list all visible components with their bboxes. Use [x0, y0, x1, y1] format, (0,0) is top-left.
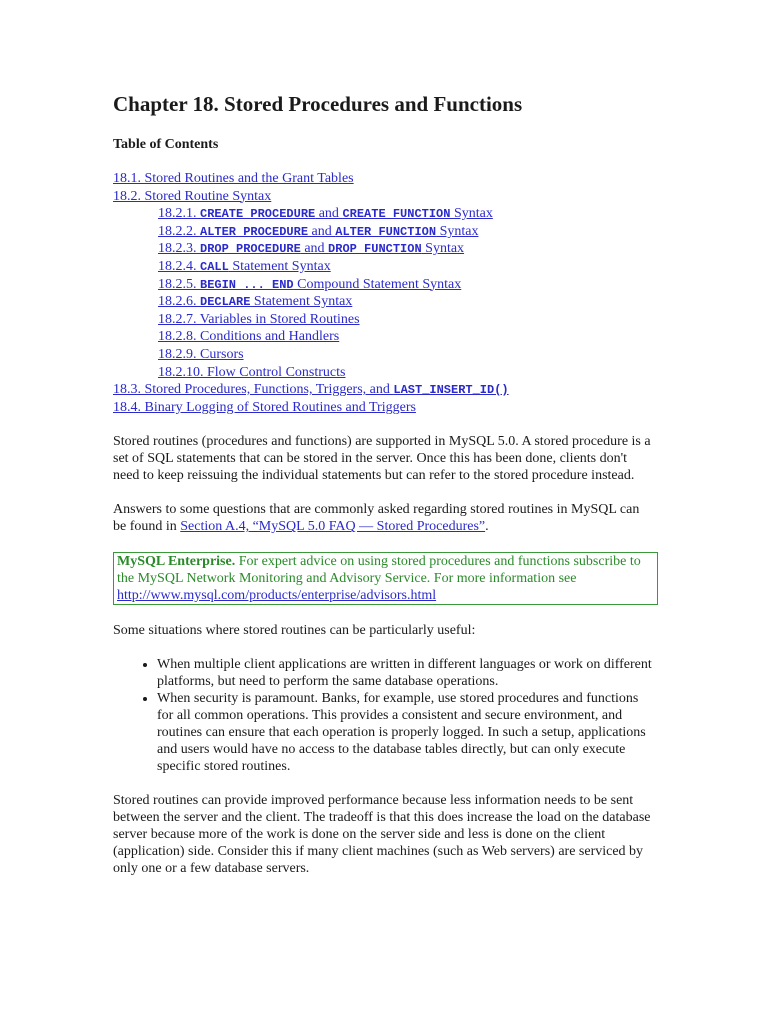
- toc-text: Statement Syntax: [228, 258, 331, 274]
- performance-paragraph: Stored routines can provide improved performance because less information needs to be sent between the server and the client. The tradeoff is that this does increase the load on the database server because more of the work is done on the server side and less is done on the client (application) side. Consider this if many client machines (such as Web servers) are serviced by only one or a few database servers.: [113, 793, 651, 877]
- faq-text: Answers to some questions that are commonly asked regarding stored routines in MySQL can be found in: [113, 502, 640, 535]
- toc-code: DROP PROCEDURE: [200, 242, 301, 257]
- toc-code: CREATE PROCEDURE: [200, 207, 316, 222]
- intro-paragraph: Stored routines (procedures and functions) are supported in MySQL 5.0. A stored procedure is a set of SQL statements that can be stored in the server. Once this has been done, clients don't need to keep reissuing the individual statements but can refer to the stored procedure instead.: [113, 434, 651, 484]
- toc-entry: [113, 258, 656, 276]
- toc-link[interactable]: [158, 277, 461, 292]
- toc-number: 18.2.9.: [158, 346, 197, 362]
- page-title: Chapter 18. Stored Procedures and Functions: [113, 92, 523, 116]
- toc-code: DECLARE: [200, 295, 251, 310]
- list-item: • When security is paramount. Banks, for example, use stored procedures and functions for all common operations. This provides a consistent and secure environment, and routines can ensure that each operation is properly logged. In such a setup, applications and users would have no access to the database tables directly, but can only execute specific stored routines.: [157, 690, 656, 775]
- situations-intro: Some situations where stored routines can be particularly useful:: [113, 623, 476, 639]
- toc-number: 18.2.10.: [158, 364, 204, 380]
- toc-entry: [113, 170, 656, 188]
- toc-number: 18.2.5.: [158, 276, 197, 292]
- toc-text: Compound Statement Syntax: [293, 276, 462, 292]
- toc-entry: [113, 240, 656, 258]
- toc-number: 18.2.2.: [158, 223, 197, 239]
- toc-number: 18.4.: [113, 399, 141, 415]
- toc-entry: [113, 381, 656, 399]
- note-text: For expert advice on using stored procedures and functions subscribe to the MySQL Network Monitoring and Advisory Service. For more information see: [117, 554, 641, 587]
- toc-link[interactable]: [158, 365, 345, 380]
- advisors-link[interactable]: http://www.mysql.com/products/enterprise/advisors.html: [117, 588, 437, 604]
- toc-code: BEGIN ... END: [200, 277, 294, 292]
- toc-text: Cursors: [196, 346, 244, 362]
- toc-code: CALL: [200, 259, 229, 274]
- toc-number: 18.2.: [113, 188, 141, 204]
- toc-text: Conditions and Handlers: [196, 329, 340, 345]
- toc-text: Stored Routine Syntax: [141, 188, 272, 204]
- toc-text: Syntax: [450, 206, 493, 222]
- toc-number: 18.1.: [113, 171, 141, 186]
- toc-text: Syntax: [436, 223, 479, 239]
- toc-link[interactable]: [158, 241, 464, 256]
- toc-link[interactable]: [158, 206, 493, 221]
- toc-link[interactable]: [113, 382, 509, 397]
- toc-number: 18.2.3.: [158, 241, 197, 257]
- toc-entry: [113, 399, 656, 417]
- toc-link[interactable]: [158, 294, 352, 309]
- toc-number: 18.2.4.: [158, 258, 197, 274]
- toc-number: 18.2.7.: [158, 311, 197, 327]
- toc-entry: [113, 311, 656, 329]
- toc-entry: [113, 293, 656, 311]
- toc-entry: [113, 328, 656, 346]
- toc-link[interactable]: [158, 329, 339, 344]
- enterprise-note: [113, 552, 658, 605]
- situations-list: [113, 656, 656, 775]
- toc-text: and: [308, 223, 336, 239]
- toc-code: CREATE FUNCTION: [342, 207, 451, 222]
- faq-link[interactable]: Section A.4, “MySQL 5.0 FAQ — Stored Procedures”: [180, 519, 486, 535]
- toc-text: Syntax: [421, 241, 465, 257]
- toc-link[interactable]: [113, 171, 354, 186]
- toc-entry: [113, 188, 656, 206]
- toc-code: ALTER FUNCTION: [335, 224, 437, 239]
- toc-entry: [113, 364, 656, 382]
- toc-entry: [113, 276, 656, 294]
- toc-text: and: [315, 206, 343, 222]
- faq-paragraph: [113, 501, 656, 535]
- toc-number: 18.2.1.: [158, 206, 197, 222]
- toc-code: DROP FUNCTION: [328, 242, 422, 257]
- note-label: MySQL Enterprise.: [117, 554, 236, 570]
- toc-link[interactable]: [113, 400, 416, 415]
- toc-heading: Table of Contents: [113, 137, 219, 152]
- toc-entry: [113, 223, 656, 241]
- toc-number: 18.2.8.: [158, 329, 197, 345]
- list-item: • When multiple client applications are written in different languages or work on different platforms, but need to perform the same database operations.: [157, 656, 656, 690]
- toc-link[interactable]: [158, 259, 331, 274]
- toc-text: Variables in Stored Routines: [196, 311, 360, 327]
- toc-link[interactable]: [158, 224, 478, 239]
- faq-end: .: [485, 519, 489, 535]
- toc-link[interactable]: [158, 347, 244, 362]
- toc-entry: [113, 205, 656, 223]
- toc-text: Stored Routines and the Grant Tables: [141, 171, 354, 186]
- toc-text: Statement Syntax: [250, 294, 353, 310]
- toc-number: 18.3.: [113, 382, 141, 398]
- toc-text: and: [300, 241, 329, 257]
- toc-text: Binary Logging of Stored Routines and Triggers: [141, 399, 416, 415]
- toc-link[interactable]: [158, 312, 360, 327]
- toc-entry: [113, 346, 656, 364]
- toc-code: LAST_INSERT_ID(): [393, 383, 509, 398]
- toc-link[interactable]: [113, 189, 271, 204]
- toc-text: Flow Control Constructs: [203, 364, 346, 380]
- toc-number: 18.2.6.: [158, 294, 197, 310]
- table-of-contents: [113, 170, 656, 416]
- toc-text: Stored Procedures, Functions, Triggers, and: [141, 382, 394, 398]
- toc-code: ALTER PROCEDURE: [200, 224, 309, 239]
